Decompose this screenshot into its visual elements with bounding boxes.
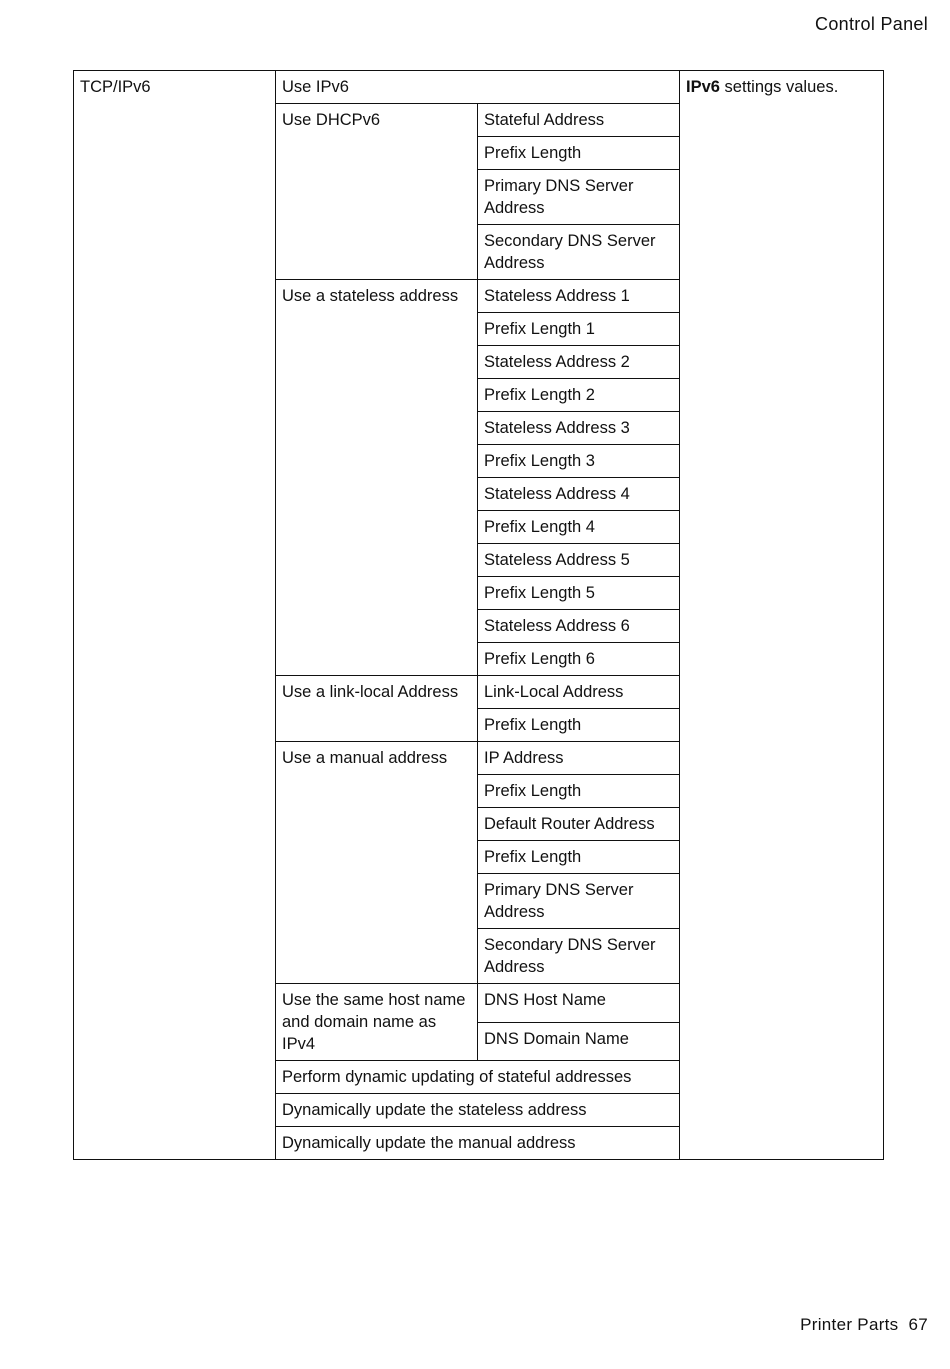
page-header-title: Control Panel — [815, 14, 928, 34]
stateless-item: Stateless Address 3 — [478, 412, 680, 445]
link-local-item: Prefix Length — [478, 709, 680, 742]
stateless-item: Prefix Length 2 — [478, 379, 680, 412]
manual-item: Prefix Length — [478, 841, 680, 874]
manual-item: Default Router Address — [478, 808, 680, 841]
same-host-item: DNS Host Name — [478, 984, 680, 1023]
dynamic-update-row: Perform dynamic updating of stateful addresses — [276, 1061, 680, 1094]
manual-item: Secondary DNS Server Address — [478, 929, 680, 984]
dynamic-update-row: Dynamically update the stateless address — [276, 1094, 680, 1127]
link-local-label: Use a link-local Address — [276, 676, 478, 742]
description-cell — [680, 71, 884, 1160]
same-host-label: Use the same host name and domain name as IPv4 — [276, 984, 478, 1061]
link-local-item: Link-Local Address — [478, 676, 680, 709]
ipv6-settings-table — [73, 70, 884, 1160]
same-host-item: DNS Domain Name — [478, 1022, 680, 1061]
dynamic-update-row: Dynamically update the manual address — [276, 1127, 680, 1160]
stateless-item: Stateless Address 4 — [478, 478, 680, 511]
use-ipv6-cell: Use IPv6 — [276, 71, 680, 104]
category-cell: TCP/IPv6 — [74, 71, 276, 1160]
dhcpv6-item: Prefix Length — [478, 137, 680, 170]
manual-item: IP Address — [478, 742, 680, 775]
manual-item: Prefix Length — [478, 775, 680, 808]
stateless-item: Stateless Address 6 — [478, 610, 680, 643]
stateless-item: Prefix Length 5 — [478, 577, 680, 610]
footer-section: Printer Parts — [800, 1315, 899, 1334]
page-number: 67 — [908, 1315, 928, 1334]
dhcpv6-label: Use DHCPv6 — [276, 104, 478, 280]
page-footer — [800, 1315, 928, 1335]
stateless-item: Stateless Address 5 — [478, 544, 680, 577]
dhcpv6-item: Secondary DNS Server Address — [478, 225, 680, 280]
manual-label: Use a manual address — [276, 742, 478, 984]
stateless-item: Prefix Length 4 — [478, 511, 680, 544]
description-text: settings values. — [719, 78, 839, 96]
stateless-item: Stateless Address 2 — [478, 346, 680, 379]
manual-item: Primary DNS Server Address — [478, 874, 680, 929]
stateless-item: Prefix Length 3 — [478, 445, 680, 478]
stateless-item: Stateless Address 1 — [478, 280, 680, 313]
table-row — [74, 71, 884, 104]
stateless-label: Use a stateless address — [276, 280, 478, 676]
dhcpv6-item: Primary DNS Server Address — [478, 170, 680, 225]
description-bold: IPv6 — [686, 78, 720, 96]
stateless-item: Prefix Length 1 — [478, 313, 680, 346]
dhcpv6-item: Stateful Address — [478, 104, 680, 137]
stateless-item: Prefix Length 6 — [478, 643, 680, 676]
